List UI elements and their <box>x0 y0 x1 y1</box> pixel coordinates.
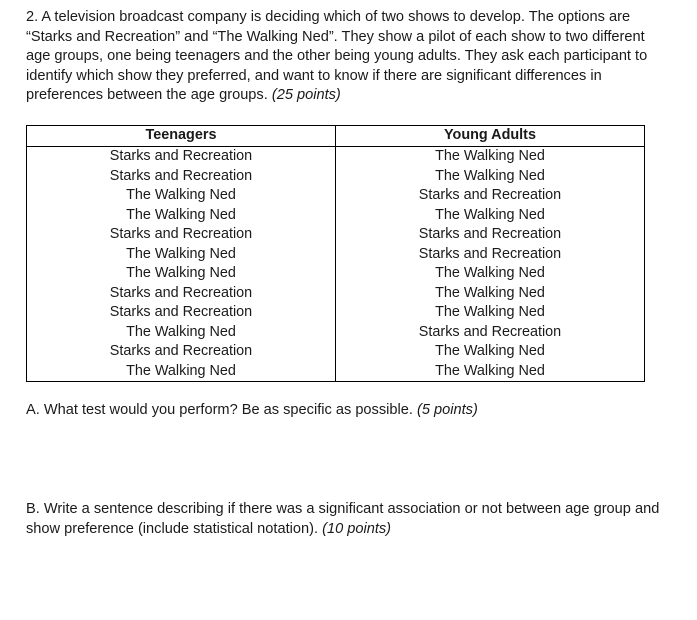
young-adult-cell: The Walking Ned <box>336 303 645 323</box>
table-row <box>27 225 645 245</box>
young-adult-cell: The Walking Ned <box>336 147 645 167</box>
table-row <box>27 303 645 323</box>
table-row <box>27 284 645 304</box>
header-teenagers: Teenagers <box>27 126 336 147</box>
young-adult-cell: Starks and Recreation <box>336 245 645 265</box>
teen-cell: The Walking Ned <box>27 186 336 206</box>
table-header-row <box>27 126 645 147</box>
young-adult-cell: The Walking Ned <box>336 342 645 362</box>
table-row <box>27 186 645 206</box>
young-adult-cell: The Walking Ned <box>336 284 645 304</box>
part-b-prompt <box>26 500 666 539</box>
young-adult-cell: The Walking Ned <box>336 206 645 226</box>
teen-cell: Starks and Recreation <box>27 167 336 187</box>
table-row <box>27 167 645 187</box>
young-adult-cell: The Walking Ned <box>336 362 645 382</box>
young-adult-cell: The Walking Ned <box>336 167 645 187</box>
young-adult-cell: Starks and Recreation <box>336 186 645 206</box>
teen-cell: The Walking Ned <box>27 323 336 343</box>
teen-cell: The Walking Ned <box>27 362 336 382</box>
young-adult-cell: Starks and Recreation <box>336 323 645 343</box>
table-row <box>27 206 645 226</box>
part-a-points: (5 points) <box>416 402 478 418</box>
preference-table <box>26 125 645 382</box>
table-row <box>27 147 645 167</box>
table-row <box>27 264 645 284</box>
question-prompt <box>26 8 651 106</box>
teen-cell: The Walking Ned <box>27 264 336 284</box>
teen-cell: The Walking Ned <box>27 245 336 265</box>
teen-cell: Starks and Recreation <box>27 225 336 245</box>
table-row <box>27 362 645 382</box>
young-adult-cell: Starks and Recreation <box>336 225 645 245</box>
part-b-text: B. Write a sentence describing if there was a significant association or not between age group and show preference (include statistical notation). <box>26 501 660 537</box>
table-row <box>27 245 645 265</box>
part-a-prompt <box>26 401 666 421</box>
part-a-text: A. What test would you perform? Be as specific as possible. <box>26 402 413 418</box>
table-row <box>27 323 645 343</box>
question-text: 2. A television broadcast company is deciding which of two shows to develop. The options are “Starks and Recreation” and “The Walking Ned”. They show a pilot of each show to two different age groups, one being teenagers and the other being young adults. They ask each participant to identify which show they preferred, and want to know if there are significant differences in preferences between the age groups. <box>26 9 648 104</box>
part-b-points: (10 points) <box>322 520 392 537</box>
header-young-adults: Young Adults <box>336 126 645 147</box>
teen-cell: The Walking Ned <box>27 206 336 226</box>
teen-cell: Starks and Recreation <box>27 342 336 362</box>
young-adult-cell: The Walking Ned <box>336 264 645 284</box>
teen-cell: Starks and Recreation <box>27 284 336 304</box>
question-points: (25 points) <box>271 87 341 104</box>
teen-cell: Starks and Recreation <box>27 147 336 167</box>
table-row <box>27 342 645 362</box>
teen-cell: Starks and Recreation <box>27 303 336 323</box>
